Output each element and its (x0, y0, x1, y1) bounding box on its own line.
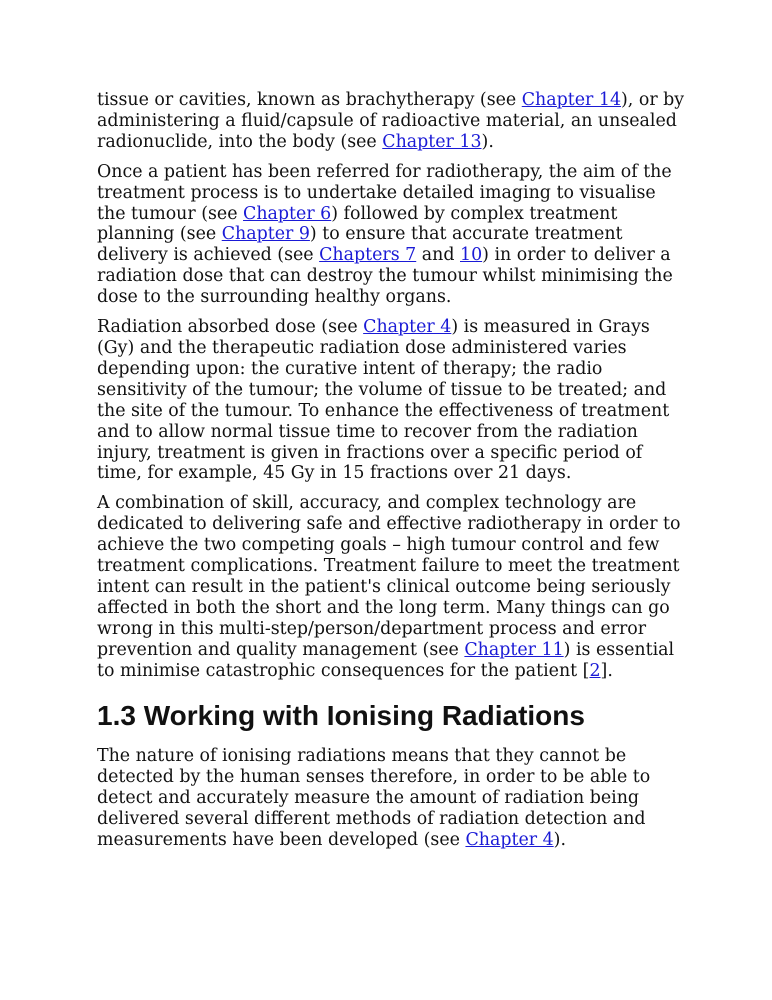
text-span: ). (481, 131, 494, 152)
text-span: Once a patient has been referred for radiotherapy, the aim of the treatment process is to undertake detailed imaging to visualise the tumour (see (97, 161, 672, 224)
cross-reference-link[interactable]: Chapters 7 (319, 245, 417, 266)
cross-reference-link[interactable]: Chapter 14 (521, 90, 622, 110)
paragraph (97, 746, 687, 851)
cross-reference-link[interactable]: Chapter 4 (363, 317, 452, 338)
cross-reference-link[interactable]: Chapter 9 (221, 224, 310, 245)
text-span: ) in order to deliver a radiation dose that can destroy the tumour whilst minimising the dose to the surrounding healthy organs. (97, 245, 673, 308)
text-span: tissue or cavities, known as brachytherapy (see (97, 90, 522, 110)
paragraph (97, 90, 687, 153)
text-span: ) followed by complex treatment planning (see (97, 203, 618, 245)
body-text (97, 90, 687, 681)
text-span: and (416, 245, 460, 266)
paragraph (97, 317, 687, 484)
cross-reference-link[interactable]: 10 (460, 245, 483, 266)
text-span: ), or by administering a fluid/capsule of radioactive material, an unsealed radionuclide, into the body (see (97, 90, 685, 152)
text-span: ). (553, 830, 566, 851)
text-span: ) is essential to minimise catastrophic consequences for the patient [ (97, 639, 675, 681)
section-body-text (97, 746, 687, 851)
text-span: ) to ensure that accurate treatment delivery is achieved (see (97, 224, 623, 266)
cross-reference-link[interactable]: 2 (589, 660, 601, 681)
page-content (97, 90, 687, 860)
text-span: ]. (600, 660, 613, 681)
paragraph (97, 162, 687, 308)
cross-reference-link[interactable]: Chapter 6 (243, 203, 332, 224)
cross-reference-link[interactable]: Chapter 4 (465, 830, 554, 851)
cross-reference-link[interactable]: Chapter 11 (464, 639, 564, 660)
text-span: The nature of ionising radiations means that they cannot be detected by the human senses therefore, in order to be able to detect and accurately measure the amount of radiation being delivered several different methods of radiation detection and measurements have been developed (see (97, 746, 651, 851)
text-span: Radiation absorbed dose (see (97, 317, 364, 338)
section-heading: 1.3 Working with Ionising Radiations (97, 700, 585, 732)
text-span: ) is measured in Grays (Gy) and the therapeutic radiation dose administered varies depending upon: the curative intent of therapy; the radio sensitivity of the tumour; the volume of tissue to be treated; and the site of the tumour. To enhance the effectiveness of treatment and to allow normal tissue time to recover from the radiation injury, treatment is given in fractions over a specific period of time, for example, 45 Gy in 15 fractions over 21 days. (97, 317, 670, 484)
paragraph (97, 493, 687, 681)
text-span: A combination of skill, accuracy, and complex technology are dedicated to delivering safe and effective radiotherapy in order to achieve the two competing goals – high tumour control and few treatment complications. Treatment failure to meet the treatment intent can result in the patient's clinical outcome being seriously affected in both the short and the long term. Many things can go wrong in this multi-step/person/department process and error prevention and quality management (see (97, 493, 681, 660)
cross-reference-link[interactable]: Chapter 13 (382, 131, 482, 152)
